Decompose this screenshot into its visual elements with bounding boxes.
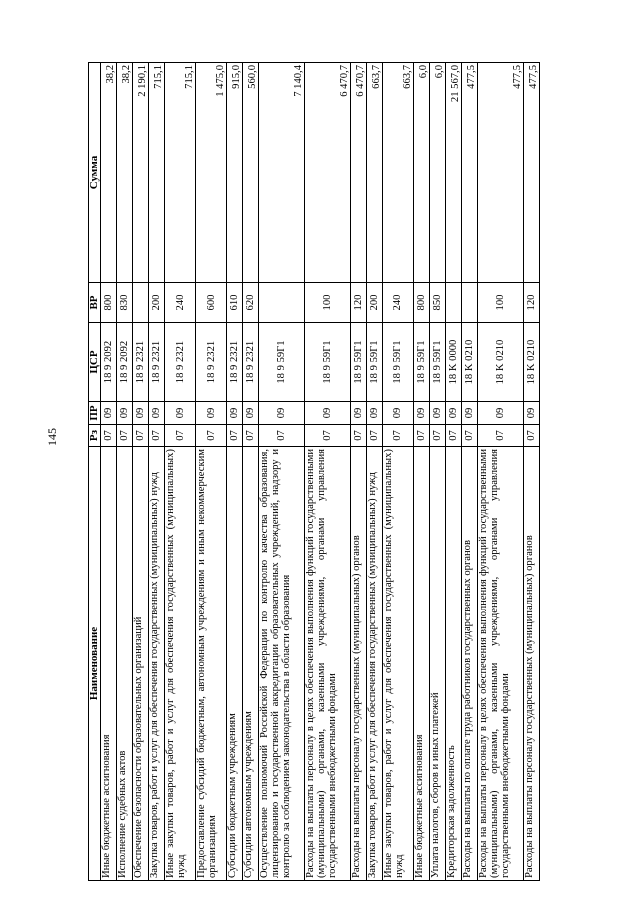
cell-vr: [462, 283, 478, 323]
table-row: [462, 63, 478, 881]
cell-rz: 07: [227, 425, 243, 447]
cell-sum: 6,0: [429, 63, 445, 283]
cell-rz: 07: [413, 425, 429, 447]
cell-sum: 477,5: [523, 63, 539, 283]
cell-pr: 09: [133, 402, 149, 425]
cell-csr: 18 K 0000: [446, 323, 462, 402]
cell-csr: 18 K 0210: [462, 323, 478, 402]
cell-pr: 09: [382, 402, 413, 425]
cell-pr: 09: [259, 402, 305, 425]
header-csr: ЦСР: [89, 323, 101, 402]
header-pr: ПР: [89, 402, 101, 425]
page-number: 145: [45, 428, 59, 446]
cell-rz: 07: [196, 425, 227, 447]
cell-vr: 240: [382, 283, 413, 323]
cell-vr: 600: [196, 283, 227, 323]
cell-sum: 663,7: [366, 63, 382, 283]
table-row: [149, 63, 165, 881]
cell-name: Расходы на выплаты персоналу государственных (муниципальных) органов: [350, 447, 366, 881]
cell-name: Расходы на выплаты персоналу в целях обеспечения выполнения функций государственными (муниципальными) органами, казенными учреждениями, органами управления государственными внебюджетными фондами: [478, 447, 524, 881]
cell-rz: 07: [165, 425, 196, 447]
cell-vr: 610: [227, 283, 243, 323]
table-row: [243, 63, 259, 881]
table-row: [382, 63, 413, 881]
rotated-table-container: [88, 63, 540, 881]
cell-csr: 18 9 59Г1: [366, 323, 382, 402]
cell-rz: 07: [366, 425, 382, 447]
cell-csr: 18 9 59Г1: [350, 323, 366, 402]
cell-vr: 200: [149, 283, 165, 323]
cell-name: Осуществление полномочий Российской Федерации по контролю качества образования, лицензированию и государственной аккредитации образовательных учреждений, надзору и контролю за соблюдением законодательства в области образования: [259, 447, 305, 881]
cell-csr: 18 9 59Г1: [382, 323, 413, 402]
cell-sum: 715,1: [149, 63, 165, 283]
cell-sum: 7 140,4: [259, 63, 305, 283]
cell-vr: 100: [478, 283, 524, 323]
cell-rz: 07: [305, 425, 351, 447]
cell-sum: 477,5: [462, 63, 478, 283]
table-row: [165, 63, 196, 881]
cell-sum: 6 470,7: [350, 63, 366, 283]
cell-csr: 18 9 2092: [101, 323, 117, 402]
cell-pr: 09: [462, 402, 478, 425]
cell-vr: 200: [366, 283, 382, 323]
cell-sum: 21 567,0: [446, 63, 462, 283]
cell-vr: [259, 283, 305, 323]
cell-rz: 07: [133, 425, 149, 447]
cell-rz: 07: [101, 425, 117, 447]
table-row: [413, 63, 429, 881]
header-sum: Сумма: [89, 63, 101, 283]
cell-sum: 560,0: [243, 63, 259, 283]
cell-name: Кредиторская задолженность: [446, 447, 462, 881]
cell-sum: 915,0: [227, 63, 243, 283]
budget-table: [88, 62, 540, 881]
cell-vr: 850: [429, 283, 445, 323]
table-row: [523, 63, 539, 881]
cell-rz: 07: [462, 425, 478, 447]
cell-pr: 09: [446, 402, 462, 425]
cell-rz: 07: [243, 425, 259, 447]
cell-csr: 18 9 2321: [133, 323, 149, 402]
table-row: [227, 63, 243, 881]
cell-rz: 07: [259, 425, 305, 447]
cell-pr: 09: [196, 402, 227, 425]
cell-sum: 38,2: [117, 63, 133, 283]
cell-csr: 18 9 2321: [196, 323, 227, 402]
cell-name: Иные бюджетные ассигнования: [413, 447, 429, 881]
cell-name: Расходы на выплаты персоналу государственных (муниципальных) органов: [523, 447, 539, 881]
cell-name: Уплата налогов, сборов и иных платежей: [429, 447, 445, 881]
cell-vr: 240: [165, 283, 196, 323]
cell-pr: 09: [117, 402, 133, 425]
cell-vr: 830: [117, 283, 133, 323]
cell-vr: [446, 283, 462, 323]
cell-vr: 620: [243, 283, 259, 323]
cell-name: Субсидии бюджетным учреждениям: [227, 447, 243, 881]
cell-vr: [133, 283, 149, 323]
cell-vr: 120: [523, 283, 539, 323]
cell-csr: 18 9 59Г1: [305, 323, 351, 402]
cell-rz: 07: [523, 425, 539, 447]
cell-csr: 18 9 2321: [227, 323, 243, 402]
cell-name: Исполнение судебных актов: [117, 447, 133, 881]
table-row: [478, 63, 524, 881]
cell-name: Субсидии автономным учреждениям: [243, 447, 259, 881]
table-row: [305, 63, 351, 881]
cell-sum: 663,7: [382, 63, 413, 283]
header-name: Наименование: [89, 447, 101, 881]
cell-sum: 38,2: [101, 63, 117, 283]
cell-pr: 09: [478, 402, 524, 425]
cell-rz: 07: [446, 425, 462, 447]
cell-name: Расходы на выплаты по оплате труда работников государственных органов: [462, 447, 478, 881]
cell-vr: 800: [413, 283, 429, 323]
header-vr: ВР: [89, 283, 101, 323]
cell-name: Обеспечение безопасности образовательных организаций: [133, 447, 149, 881]
cell-vr: 100: [305, 283, 351, 323]
table-row: [101, 63, 117, 881]
cell-pr: 09: [243, 402, 259, 425]
cell-pr: 09: [350, 402, 366, 425]
table-row: [196, 63, 227, 881]
cell-rz: 07: [429, 425, 445, 447]
cell-rz: 07: [478, 425, 524, 447]
cell-name: Иные закупки товаров, работ и услуг для обеспечения государственных (муниципальных) нужд: [165, 447, 196, 881]
cell-name: Предоставление субсидий бюджетным, автономным учреждениям и иным некоммерческим организациям: [196, 447, 227, 881]
cell-csr: 18 K 0210: [523, 323, 539, 402]
cell-pr: 09: [413, 402, 429, 425]
cell-rz: 07: [382, 425, 413, 447]
cell-csr: 18 K 0210: [478, 323, 524, 402]
cell-sum: 715,1: [165, 63, 196, 283]
cell-pr: 09: [366, 402, 382, 425]
cell-name: Иные бюджетные ассигнования: [101, 447, 117, 881]
cell-sum: 2 190,1: [133, 63, 149, 283]
cell-csr: 18 9 2092: [117, 323, 133, 402]
table-row: [259, 63, 305, 881]
cell-name: Закупка товаров, работ и услуг для обеспечения государственных (муниципальных) нужд: [149, 447, 165, 881]
cell-pr: 09: [305, 402, 351, 425]
cell-rz: 07: [350, 425, 366, 447]
cell-sum: 6 470,7: [305, 63, 351, 283]
table-row: [117, 63, 133, 881]
table-header-row: [89, 63, 101, 881]
cell-name: Иные закупки товаров, работ и услуг для обеспечения государственных (муниципальных) нужд: [382, 447, 413, 881]
table-row: [446, 63, 462, 881]
cell-rz: 07: [149, 425, 165, 447]
cell-vr: 120: [350, 283, 366, 323]
cell-csr: 18 9 2321: [243, 323, 259, 402]
cell-rz: 07: [117, 425, 133, 447]
table-row: [429, 63, 445, 881]
cell-name: Закупка товаров, работ и услуг для обеспечения государственных (муниципальных) нужд: [366, 447, 382, 881]
cell-csr: 18 9 59Г1: [413, 323, 429, 402]
cell-csr: 18 9 59Г1: [259, 323, 305, 402]
cell-csr: 18 9 2321: [149, 323, 165, 402]
header-rz: Рз: [89, 425, 101, 447]
cell-vr: 800: [101, 283, 117, 323]
cell-pr: 09: [227, 402, 243, 425]
cell-sum: 6,0: [413, 63, 429, 283]
cell-sum: 477,5: [478, 63, 524, 283]
cell-sum: 1 475,0: [196, 63, 227, 283]
table-row: [350, 63, 366, 881]
table-row: [366, 63, 382, 881]
cell-pr: 09: [101, 402, 117, 425]
table-row: [133, 63, 149, 881]
cell-csr: 18 9 59Г1: [429, 323, 445, 402]
cell-pr: 09: [523, 402, 539, 425]
cell-pr: 09: [429, 402, 445, 425]
cell-name: Расходы на выплаты персоналу в целях обеспечения выполнения функций государственными (муниципальными) органами, казенными учреждениями, органами управления государственными внебюджетными фондами: [305, 447, 351, 881]
cell-pr: 09: [149, 402, 165, 425]
cell-pr: 09: [165, 402, 196, 425]
cell-csr: 18 9 2321: [165, 323, 196, 402]
